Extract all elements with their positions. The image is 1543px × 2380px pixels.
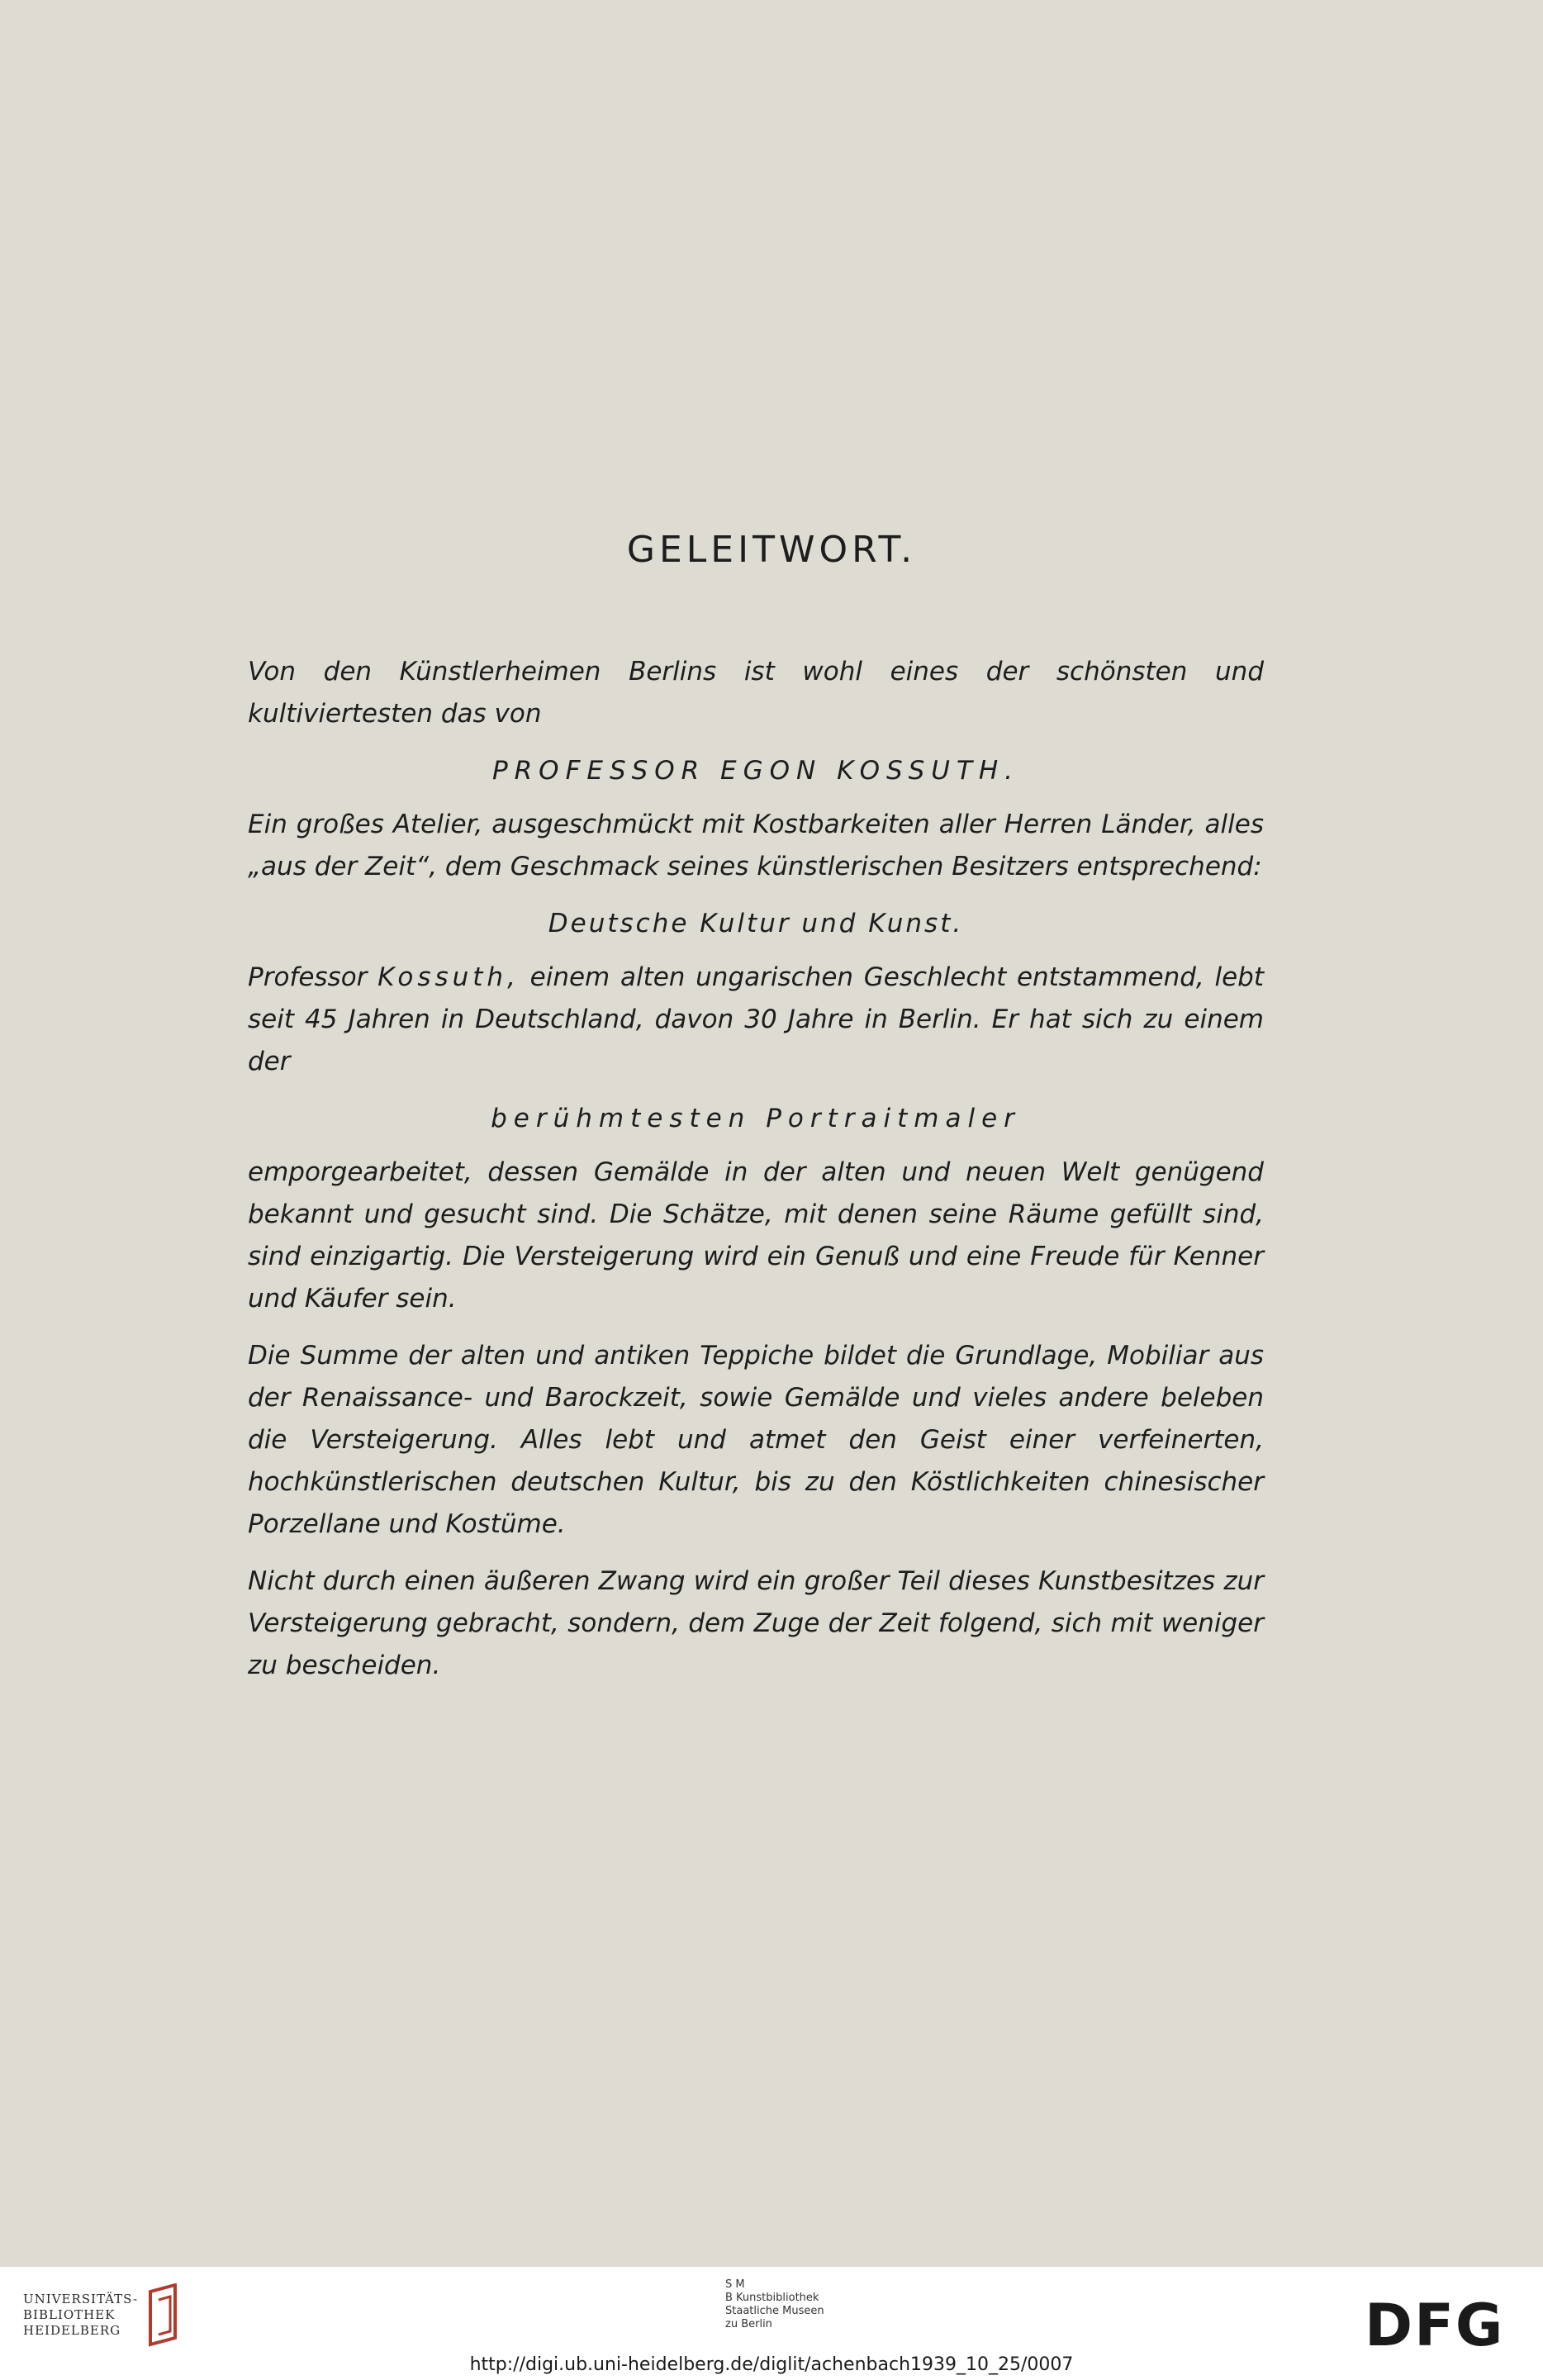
famous-line: berühmtesten Portraitmaler <box>491 1104 1021 1133</box>
page-title: GELEITWORT. <box>626 529 917 571</box>
paragraph-2: Ein großes Atelier, ausgeschmückt mit Kostbarkeiten aller Herren Länder, alles „aus der Zeit“, dem Geschmack seines künstlerischen Besitzers entsprechend: <box>248 810 1264 881</box>
dfg-logo[interactable]: DFG <box>1365 2292 1505 2359</box>
paragraph-3-name: Kossuth, <box>377 962 520 992</box>
footer-bar <box>0 2267 1543 2380</box>
permalink-url[interactable]: http://digi.ub.uni-heidelberg.de/diglit/achenbach1939_10_25/0007 <box>469 2354 1074 2375</box>
motto-line: Deutsche Kultur und Kunst. <box>548 909 964 938</box>
smb-kunstbibliothek-logo[interactable]: S M B Kunstbibliothek Staatliche Museen zu Berlin <box>725 2278 824 2330</box>
body-text <box>248 651 1264 1702</box>
professor-name: PROFESSOR EGON KOSSUTH. <box>491 756 1020 786</box>
paragraph-3-start: Professor <box>248 962 368 992</box>
paragraph-6: Nicht durch einen äußeren Zwang wird ein großer Teil dieses Kunstbesitzes zur Versteigerung gebracht, sondern, dem Zuge der Zeit folgend, sich mit weniger zu bescheiden. <box>248 1566 1264 1680</box>
paragraph-1: Von den Künstlerheimen Berlins ist wohl eines der schönsten und kultiviertesten das von <box>248 657 1264 729</box>
university-library-logo[interactable]: UNIVERSITÄTS- BIBLIOTHEK HEIDELBERG <box>23 2292 139 2338</box>
paragraph-4: emporgearbeitet, dessen Gemälde in der alten und neuen Welt genügend bekannt und gesucht sind. Die Schätze, mit denen seine Räume gefüllt sind, sind einzigartig. Die Versteigerung wird ein Genuß und eine Freude für Kenner und Käufer sein. <box>248 1157 1264 1314</box>
paragraph-5: Die Summe der alten und antiken Teppiche bildet die Grundlage, Mobiliar aus der Renaissance- und Barockzeit, sowie Gemälde und vieles andere beleben die Versteigerung. Alles lebt und atmet den Geist einer verfeinerten, hochkünstlerischen deutschen Kultur, bis zu den Köstlichkeiten chinesischer Porzellane und Kostüme. <box>248 1341 1264 1539</box>
paragraph-3 <box>248 957 1264 1083</box>
paragraph-3-rest: einem alten ungarischen Geschlecht entstammend, lebt seit 45 Jahren in Deutschland, davon 30 Jahre in Berlin. Er hat sich zu einem der <box>248 962 1264 1076</box>
university-logo-icon <box>142 2283 192 2349</box>
